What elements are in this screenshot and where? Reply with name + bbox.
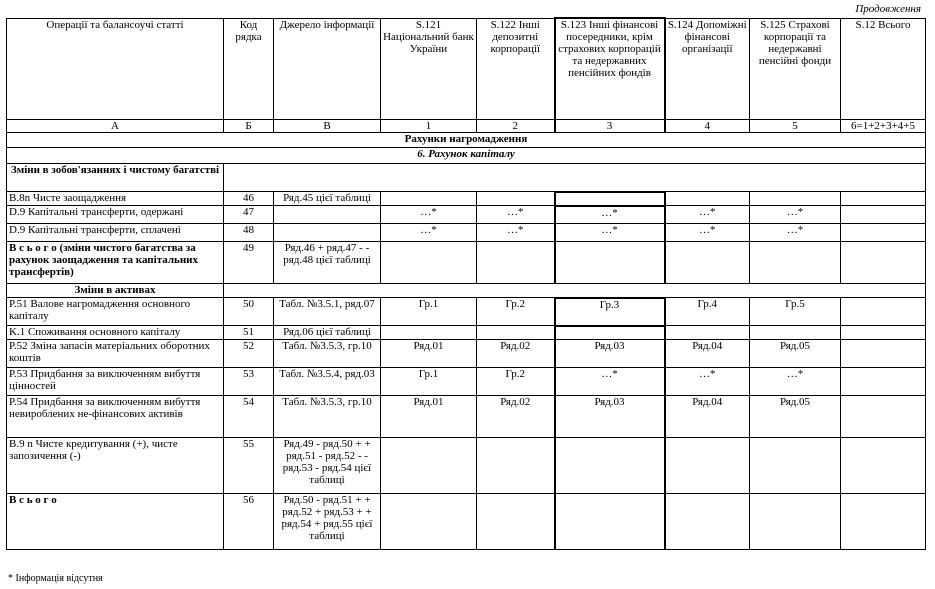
row-value: Гр.5 bbox=[750, 298, 841, 326]
row-value: Ряд.04 bbox=[665, 340, 750, 368]
row-code: 48 bbox=[224, 224, 274, 242]
row-value: Ряд.03 bbox=[555, 340, 665, 368]
row-value: …* bbox=[750, 368, 841, 396]
group-row bbox=[7, 164, 926, 192]
row-total bbox=[841, 326, 926, 340]
group-row bbox=[7, 284, 926, 298]
row-code: 52 bbox=[224, 340, 274, 368]
row-value: Гр.3 bbox=[555, 298, 665, 326]
row-operation: B.9 n Чисте кредитування (+), чисте запозичення (-) bbox=[7, 438, 224, 494]
index-cell: Б bbox=[224, 120, 274, 133]
row-value bbox=[555, 494, 665, 550]
header-cell: S.122 Інші депозитні корпорації bbox=[477, 18, 555, 120]
row-value: …* bbox=[665, 224, 750, 242]
table-row bbox=[7, 340, 926, 368]
row-value bbox=[381, 438, 477, 494]
table-row bbox=[7, 224, 926, 242]
row-value bbox=[750, 326, 841, 340]
header-cell: Код рядка bbox=[224, 18, 274, 120]
rows-assets bbox=[7, 298, 926, 550]
group-title: Зміни в активах bbox=[7, 284, 224, 298]
row-operation: K.1 Споживання основного капіталу bbox=[7, 326, 224, 340]
row-value: Ряд.02 bbox=[477, 340, 555, 368]
row-value bbox=[665, 242, 750, 284]
row-source: Табл. №3.5.3, гр.10 bbox=[274, 340, 381, 368]
row-value bbox=[750, 438, 841, 494]
row-source bbox=[274, 224, 381, 242]
row-value bbox=[555, 242, 665, 284]
empty-cell bbox=[224, 164, 926, 192]
table-row bbox=[7, 192, 926, 206]
row-value: Ряд.01 bbox=[381, 340, 477, 368]
footnote: * Інформація відсутня bbox=[8, 573, 103, 584]
row-operation: D.9 Капітальні трансферти, сплачені bbox=[7, 224, 224, 242]
header-row bbox=[7, 18, 926, 120]
row-source: Ряд.50 - ряд.51 + + ряд.52 + ряд.53 + + ряд.54 + ряд.55 цієї таблиці bbox=[274, 494, 381, 550]
header-cell: S.125 Страхові корпорації та недержавні пенсійні фонди bbox=[750, 18, 841, 120]
row-value bbox=[477, 192, 555, 206]
row-value bbox=[555, 438, 665, 494]
row-operation: P.51 Валове нагромадження основного капіталу bbox=[7, 298, 224, 326]
row-value bbox=[665, 326, 750, 340]
header-cell: S.12 Всього bbox=[841, 18, 926, 120]
table-row bbox=[7, 298, 926, 326]
row-total bbox=[841, 396, 926, 438]
table-row bbox=[7, 242, 926, 284]
row-value bbox=[477, 438, 555, 494]
row-source: Ряд.46 + ряд.47 - - ряд.48 цієї таблиці bbox=[274, 242, 381, 284]
index-cell: 1 bbox=[381, 120, 477, 133]
row-source bbox=[274, 206, 381, 224]
row-code: 53 bbox=[224, 368, 274, 396]
section-row bbox=[7, 133, 926, 148]
row-value: Гр.4 bbox=[665, 298, 750, 326]
row-value: Гр.1 bbox=[381, 368, 477, 396]
row-value: Ряд.03 bbox=[555, 396, 665, 438]
row-total bbox=[841, 224, 926, 242]
row-value: Ряд.05 bbox=[750, 396, 841, 438]
row-value bbox=[665, 494, 750, 550]
row-value: Гр.1 bbox=[381, 298, 477, 326]
row-value bbox=[477, 242, 555, 284]
row-operation: D.9 Капітальні трансферти, одержані bbox=[7, 206, 224, 224]
row-total bbox=[841, 206, 926, 224]
row-value: …* bbox=[381, 224, 477, 242]
row-code: 46 bbox=[224, 192, 274, 206]
index-cell: А bbox=[7, 120, 224, 133]
empty-cell bbox=[224, 284, 926, 298]
table-row bbox=[7, 494, 926, 550]
row-code: 51 bbox=[224, 326, 274, 340]
row-value: Ряд.01 bbox=[381, 396, 477, 438]
row-value bbox=[381, 326, 477, 340]
section-title: Рахунки нагромадження bbox=[7, 133, 926, 148]
row-value bbox=[477, 326, 555, 340]
row-value bbox=[750, 494, 841, 550]
row-value bbox=[555, 192, 665, 206]
index-row bbox=[7, 120, 926, 133]
header-cell: S.124 Допоміжні фінансові організації bbox=[665, 18, 750, 120]
row-value: …* bbox=[750, 224, 841, 242]
row-operation: P.54 Придбання за виключенням вибуття невироблених не-фінансових активів bbox=[7, 396, 224, 438]
group-title: Зміни в зобов'язаннях і чистому багатстві bbox=[7, 164, 224, 192]
row-code: 56 bbox=[224, 494, 274, 550]
row-total bbox=[841, 298, 926, 326]
row-operation: B.8n Чисте заощадження bbox=[7, 192, 224, 206]
row-value bbox=[555, 326, 665, 340]
row-total bbox=[841, 340, 926, 368]
index-cell: В bbox=[274, 120, 381, 133]
row-total bbox=[841, 368, 926, 396]
row-value: …* bbox=[555, 206, 665, 224]
row-operation: В с ь о г о (зміни чистого багатства за рахунок заощадження та капітальних трансфертів) bbox=[7, 242, 224, 284]
header-cell: S.123 Інші фінансові посередники, крім страхових корпорацій та недержавних пенсійних фондів bbox=[555, 18, 665, 120]
rows-liabilities bbox=[7, 192, 926, 284]
row-code: 54 bbox=[224, 396, 274, 438]
table-row bbox=[7, 396, 926, 438]
row-operation: P.53 Придбання за виключенням вибуття цінностей bbox=[7, 368, 224, 396]
index-cell: 2 bbox=[477, 120, 555, 133]
row-value: …* bbox=[555, 224, 665, 242]
index-cell: 6=1+2+3+4+5 bbox=[841, 120, 926, 133]
row-value bbox=[750, 242, 841, 284]
row-value: …* bbox=[750, 206, 841, 224]
table-row bbox=[7, 368, 926, 396]
table-row bbox=[7, 326, 926, 340]
row-source: Ряд.49 - ряд.50 + + ряд.51 - ряд.52 - - ряд.53 - ряд.54 цієї таблиці bbox=[274, 438, 381, 494]
row-value: …* bbox=[381, 206, 477, 224]
row-source: Табл. №3.5.1, ряд.07 bbox=[274, 298, 381, 326]
capital-account-table bbox=[6, 17, 926, 550]
row-value bbox=[381, 494, 477, 550]
row-value: Ряд.02 bbox=[477, 396, 555, 438]
index-cell: 5 bbox=[750, 120, 841, 133]
index-cell: 3 bbox=[555, 120, 665, 133]
row-value: Ряд.04 bbox=[665, 396, 750, 438]
row-value: Ряд.05 bbox=[750, 340, 841, 368]
row-value: Гр.2 bbox=[477, 368, 555, 396]
row-operation: P.52 Зміна запасів матеріальних оборотних коштів bbox=[7, 340, 224, 368]
row-value: Гр.2 bbox=[477, 298, 555, 326]
row-code: 49 bbox=[224, 242, 274, 284]
row-value: …* bbox=[477, 224, 555, 242]
row-value bbox=[665, 438, 750, 494]
table-row bbox=[7, 438, 926, 494]
subsection-title: 6. Рахунок капіталу bbox=[7, 148, 926, 164]
row-value bbox=[477, 494, 555, 550]
row-value: …* bbox=[665, 368, 750, 396]
row-total bbox=[841, 438, 926, 494]
continuation-label: Продовження bbox=[855, 3, 921, 15]
row-source: Ряд.06 цієї таблиці bbox=[274, 326, 381, 340]
row-value bbox=[750, 192, 841, 206]
row-total bbox=[841, 192, 926, 206]
row-value bbox=[665, 192, 750, 206]
row-value bbox=[381, 242, 477, 284]
header-cell: Джерело інформації bbox=[274, 18, 381, 120]
index-cell: 4 bbox=[665, 120, 750, 133]
row-code: 50 bbox=[224, 298, 274, 326]
row-value: …* bbox=[665, 206, 750, 224]
header-cell: S.121 Національний банк України bbox=[381, 18, 477, 120]
row-value bbox=[381, 192, 477, 206]
row-code: 47 bbox=[224, 206, 274, 224]
row-total bbox=[841, 242, 926, 284]
row-value: …* bbox=[477, 206, 555, 224]
row-operation: В с ь о г о bbox=[7, 494, 224, 550]
table-row bbox=[7, 206, 926, 224]
row-source: Ряд.45 цієї таблиці bbox=[274, 192, 381, 206]
header-cell: Операції та балансоучі статті bbox=[7, 18, 224, 120]
row-source: Табл. №3.5.3, гр.10 bbox=[274, 396, 381, 438]
row-total bbox=[841, 494, 926, 550]
subsection-row bbox=[7, 148, 926, 164]
row-value: …* bbox=[555, 368, 665, 396]
row-code: 55 bbox=[224, 438, 274, 494]
row-source: Табл. №3.5.4, ряд.03 bbox=[274, 368, 381, 396]
